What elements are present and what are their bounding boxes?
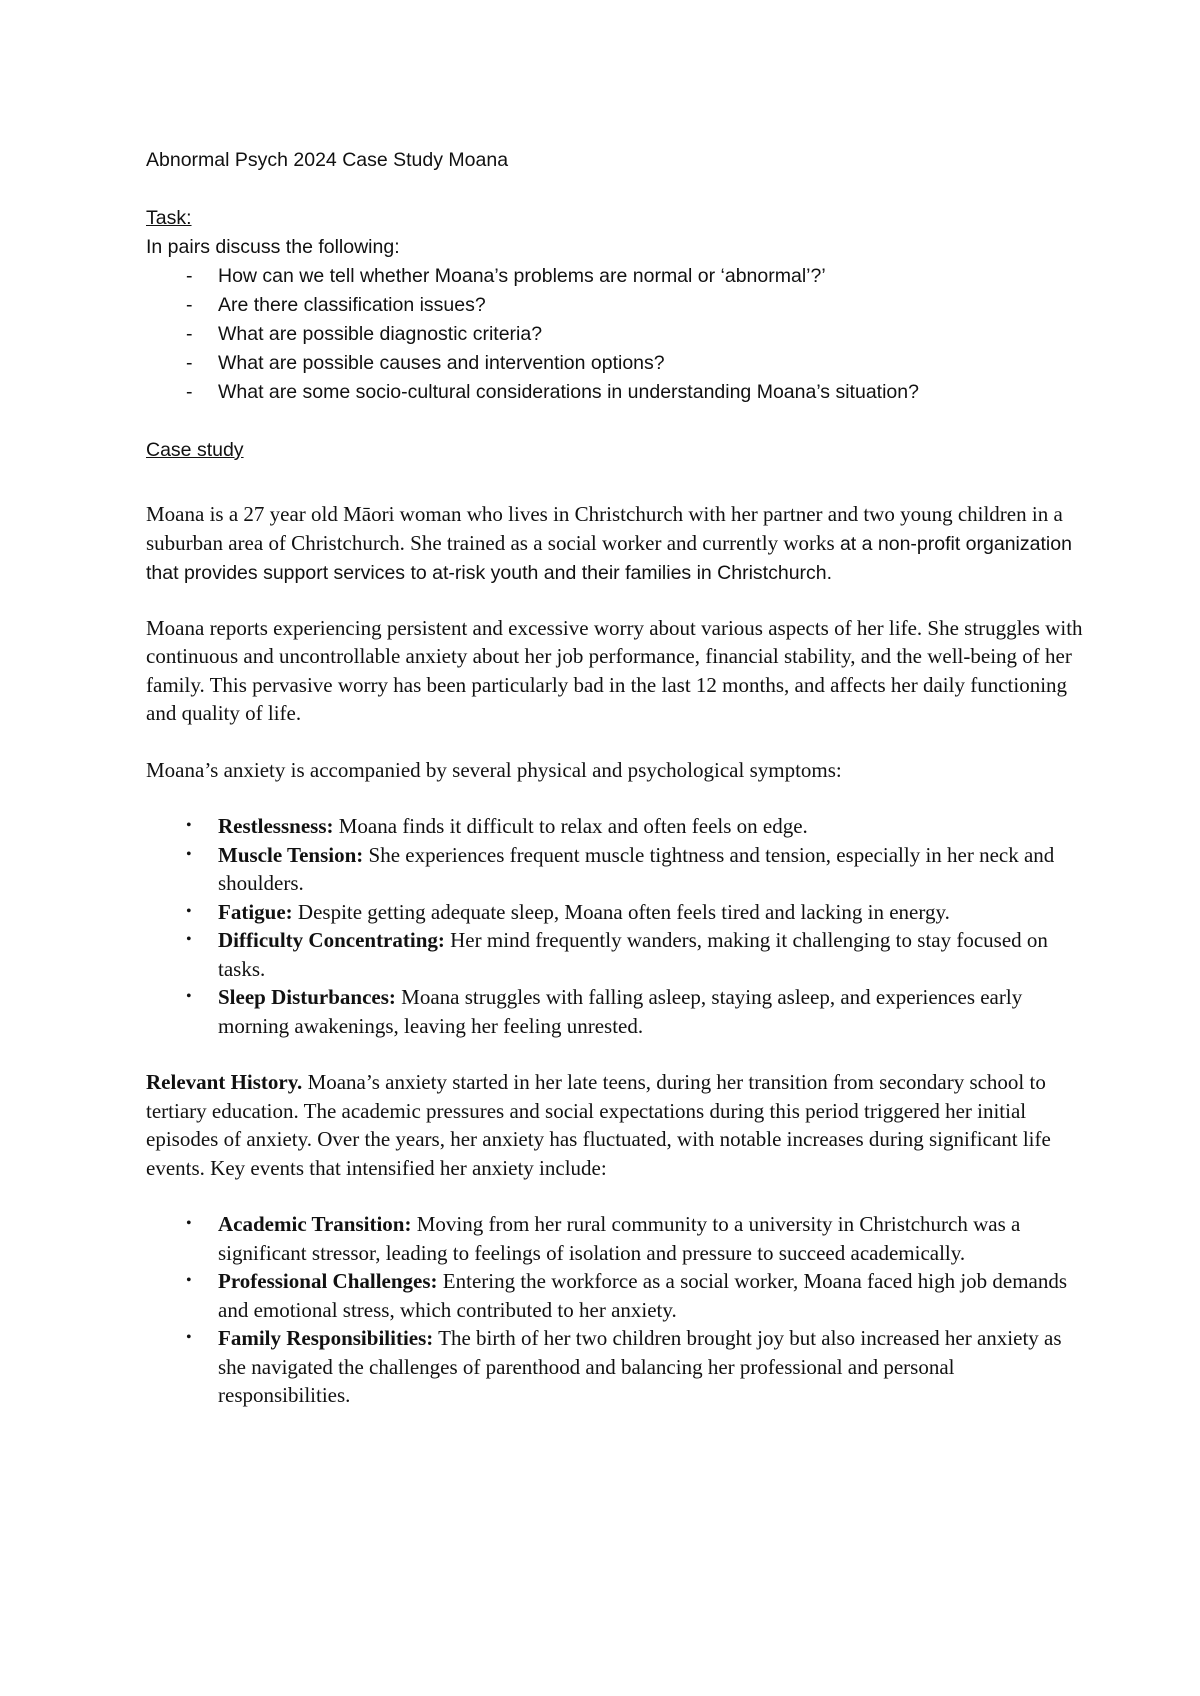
symptom-term: Restlessness: xyxy=(218,814,334,838)
bullet-marker: • xyxy=(186,817,192,834)
event-item xyxy=(146,1267,1086,1324)
bullet-marker: • xyxy=(186,902,192,920)
task-list xyxy=(146,262,1086,407)
task-item-text: What are possible diagnostic criteria? xyxy=(218,323,543,345)
dash-marker: - xyxy=(186,381,193,403)
symptom-term: Fatigue: xyxy=(218,899,293,924)
task-item-text: Are there classification issues? xyxy=(218,294,486,316)
bullet-marker: • xyxy=(186,1215,192,1232)
symptom-item xyxy=(146,983,1086,1040)
symptom-item xyxy=(146,898,1086,927)
dash-marker: - xyxy=(186,294,193,316)
event-item xyxy=(146,1210,1086,1267)
history-paragraph xyxy=(146,1068,1086,1182)
event-term: Professional Challenges: xyxy=(218,1269,438,1293)
symptom-text: Moana struggles with falling asleep, staying asleep, and experiences early morning awakenings, leaving her feeling unrested. xyxy=(218,985,1023,1038)
task-intro: In pairs discuss the following: xyxy=(146,236,400,258)
symptom-term: Muscle Tension: xyxy=(218,842,364,867)
bullet-marker: • xyxy=(186,1329,192,1346)
task-label: Task: xyxy=(146,207,192,229)
symptom-item xyxy=(146,812,1086,841)
symptom-text: Despite getting adequate sleep, Moana often feels tired and lacking in energy. xyxy=(292,899,950,924)
dash-marker: - xyxy=(186,352,193,374)
symptom-term: Sleep Disturbances: xyxy=(218,985,396,1009)
bullet-marker: • xyxy=(186,845,192,863)
document-title: Abnormal Psych 2024 Case Study Moana xyxy=(146,149,509,171)
dash-marker: - xyxy=(186,265,193,287)
intro-paragraph-end: at a non-profit organization that provides support services to at-risk youth and their families in Christchurch. xyxy=(146,532,1072,584)
task-item-text: What are possible causes and intervention options? xyxy=(218,352,665,374)
task-item-text: How can we tell whether Moana’s problems are normal or ‘abnormal’?’ xyxy=(218,265,826,287)
symptom-term: Difficulty Concentrating: xyxy=(218,928,445,952)
document-page xyxy=(146,146,1086,1410)
event-item xyxy=(146,1324,1086,1410)
symptoms-intro: Moana’s anxiety is accompanied by several physical and psychological symptoms: xyxy=(146,757,842,782)
task-item xyxy=(146,378,1086,407)
bullet-marker: • xyxy=(186,1272,192,1289)
history-text: Moana’s anxiety started in her late teens, during her transition from secondary school to tertiary education. The academic pressures and social expectations during this period triggered her initial episodes of anxiety. Over the years, her anxiety has fluctuated, with notable increases during significant life events. Key events that intensified her anxiety include: xyxy=(146,1070,1051,1180)
event-list xyxy=(146,1210,1086,1410)
intro-paragraph-start: Moana is a 27 year old Māori woman who lives in Christchurch with her partner and two young children in a suburban area of Christchurch. She trained as a social worker and currently works xyxy=(146,502,1063,555)
symptom-item xyxy=(146,841,1086,898)
event-text: The birth of her two children brought joy but also increased her anxiety as she navigated the challenges of parenthood and balancing her professional and personal responsibilities. xyxy=(218,1326,1062,1407)
bullet-marker: • xyxy=(186,931,192,948)
symptom-item xyxy=(146,926,1086,983)
task-item xyxy=(146,291,1086,320)
symptom-text: Her mind frequently wanders, making it challenging to stay focused on tasks. xyxy=(218,928,1048,981)
history-label: Relevant History. xyxy=(146,1070,303,1094)
event-term: Academic Transition: xyxy=(218,1212,412,1236)
worry-paragraph: Moana reports experiencing persistent and excessive worry about various aspects of her life. She struggles with continuous and uncontrollable anxiety about her job performance, financial stability, and the well-being of her family. This pervasive worry has been particularly bad in the last 12 months, and affects her daily functioning and quality of life. xyxy=(146,615,1083,725)
dash-marker: - xyxy=(186,323,193,345)
intro-paragraph xyxy=(146,500,1086,588)
task-item-text: What are some socio-cultural considerations in understanding Moana’s situation? xyxy=(218,381,919,403)
task-item xyxy=(146,320,1086,349)
case-study-heading: Case study xyxy=(146,439,244,461)
symptom-text: Moana finds it difficult to relax and often feels on edge. xyxy=(333,814,808,838)
event-text: Entering the workforce as a social worker, Moana faced high job demands and emotional stress, which contributed to her anxiety. xyxy=(218,1269,1068,1322)
event-term: Family Responsibilities: xyxy=(218,1326,434,1350)
symptom-text: She experiences frequent muscle tightness and tension, especially in her neck and shoulders. xyxy=(218,842,1055,895)
symptom-list xyxy=(146,812,1086,1040)
task-item xyxy=(146,349,1086,378)
bullet-marker: • xyxy=(186,988,192,1005)
event-text: Moving from her rural community to a university in Christchurch was a significant stressor, leading to feelings of isolation and pressure to succeed academically. xyxy=(218,1212,1021,1265)
task-item xyxy=(146,262,1086,291)
